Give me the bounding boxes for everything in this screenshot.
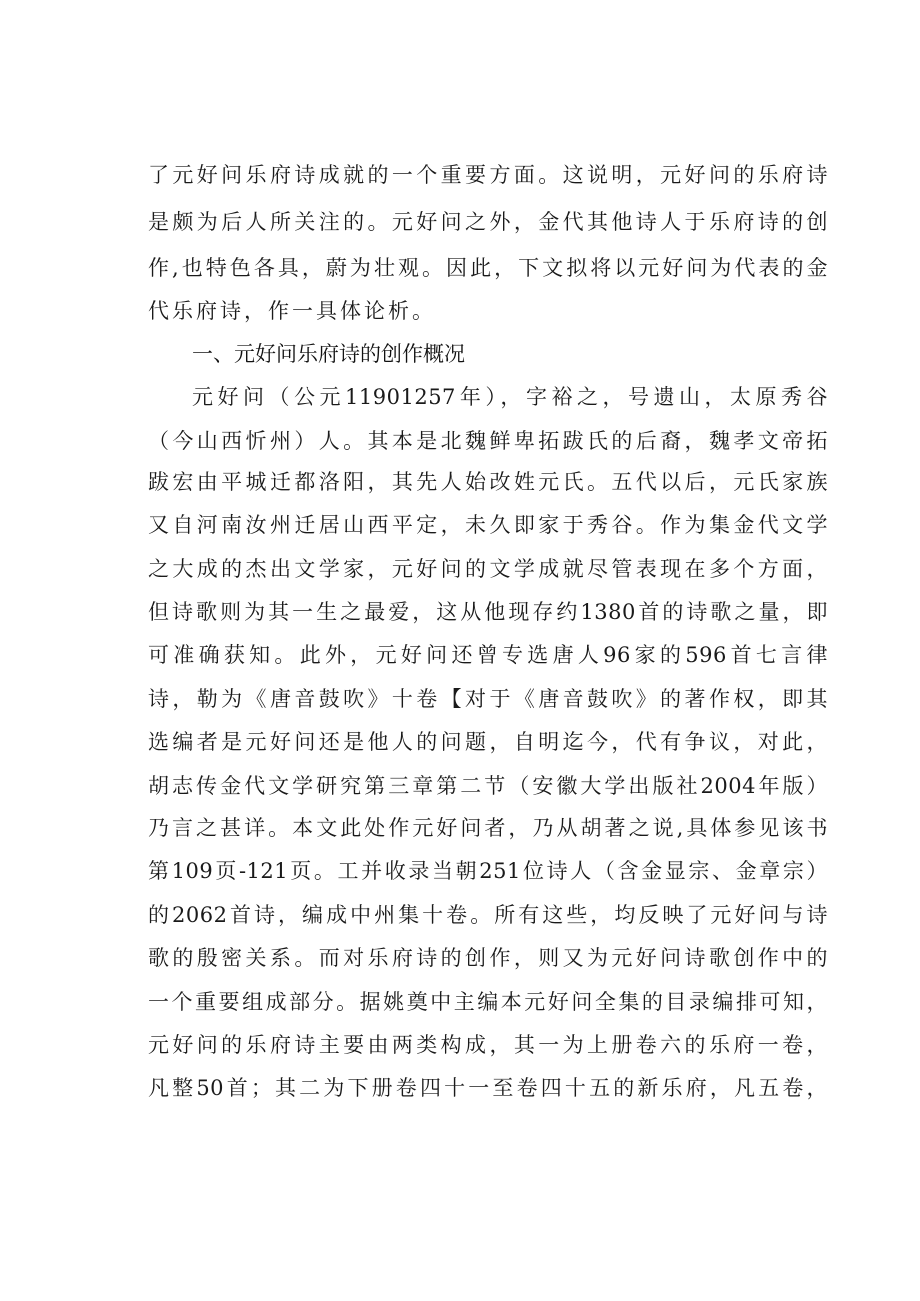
text-line: 了元好问乐府诗成就的一个重要方面。这说明，元好问的乐府诗 [148,163,828,187]
text-line: 凡整50首；其二为下册卷四十一至卷四十五的新乐府，凡五卷， [148,1076,828,1100]
text-line: 又自河南汝州迁居山西平定，未久即家于秀谷。作为集金代文学 [148,513,828,537]
text-line: 元好问（公元11901257年），字裕之，号遗山，太原秀谷 [192,385,828,409]
text-line: 一个重要组成部分。据姚奠中主编本元好问全集的目录编排可知， [148,990,828,1014]
text-line: 歌的殷密关系。而对乐府诗的创作，则又为元好问诗歌创作中的 [148,946,828,970]
text-line: 的2062首诗，编成中州集十卷。所有这些，均反映了元好问与诗 [148,903,828,927]
text-line: 诗，勒为《唐音鼓吹》十卷【对于《唐音鼓吹》的著作权，即其 [148,687,828,711]
text-line: 第109页-121页。工并收录当朝251位诗人（含金显宗、金章宗） [148,859,828,883]
text-line: （今山西忻州）人。其本是北魏鲜卑拓跋氏的后裔，魏孝文帝拓 [148,429,828,453]
text-line: 跋宏由平城迁都洛阳，其先人始改姓元氏。五代以后，元氏家族 [148,470,828,494]
text-line: 代乐府诗，作一具体论析。 [148,299,436,323]
text-line: 乃言之甚详。本文此处作元好问者，乃从胡著之说,具体参见该书 [148,816,828,840]
text-line: 作,也特色各具，蔚为壮观。因此，下文拟将以元好问为代表的金 [148,256,828,280]
text-line: 但诗歌则为其一生之最爱，这从他现存约1380首的诗歌之量，即 [148,600,828,624]
text-line: 元好问的乐府诗主要由两类构成，其一为上册卷六的乐府一卷， [148,1033,828,1057]
section-heading: 一、元好问乐府诗的创作概况 [192,342,465,366]
text-line: 是颇为后人所关注的。元好问之外，金代其他诗人于乐府诗的创 [148,210,828,234]
text-line: 可准确获知。此外，元好问还曾专选唐人96家的596首七言律 [148,643,828,667]
text-line: 胡志传金代文学研究第三章第二节（安徽大学出版社2004年版） [148,774,828,798]
text-line: 选编者是元好问还是他人的问题，自明迄今，代有争议，对此， [148,730,828,754]
text-line: 之大成的杰出文学家，元好问的文学成就尽管表现在多个方面， [148,557,828,581]
